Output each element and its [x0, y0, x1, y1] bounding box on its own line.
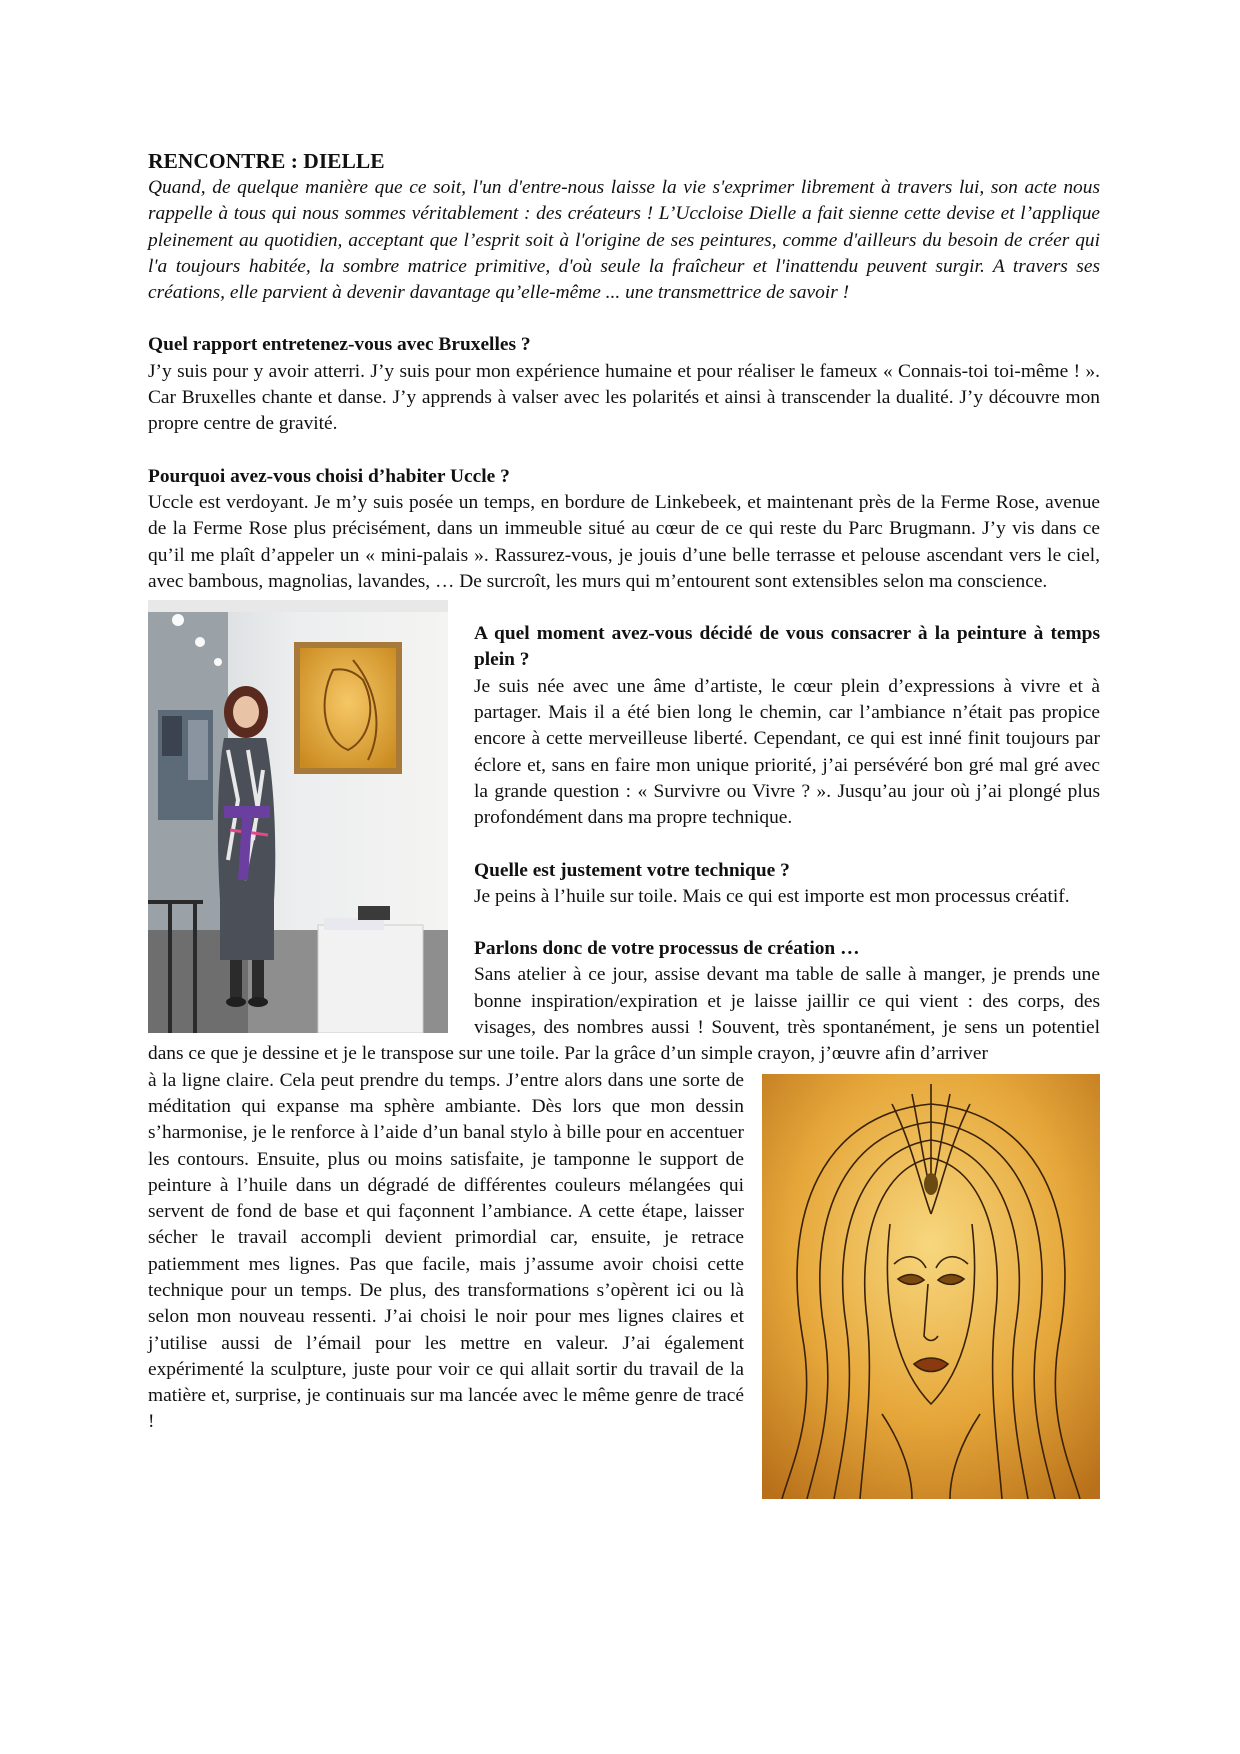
answer-processus-part1: Sans atelier à ce jour, assise devant ma table de salle à manger, je prends une bonne inspiration/expiration et je laisse jaillir ce qui vient : des corps, des visages, des nombres aussi ! Souvent, très spontanément, je sens un potentiel dans ce que je dessine et je le transpose sur une toile. Par la grâce d’un simple crayon, j’œuvre afin d’arriver: [148, 964, 1100, 1065]
answer-peinture: Je suis née avec une âme d’artiste, le cœur plein d’expressions à vivre et à partager. Mais il a été bien long le chemin, car l’ambiance n’était pas propice encore à cette merveilleuse liberté. Cependant, ce qui est inné finit toujours par éclore et, sans en faire mon unique priorité, j’ai persévéré bon gré mal gré avec la grande question : « Survivre ou Vivre ? ». Jusqu’au jour où j’ai plongé plus profondément dans ma propre technique.: [474, 675, 1100, 829]
article-title: RENCONTRE : DIELLE: [148, 149, 385, 173]
question-technique: Quelle est justement votre technique ?: [474, 859, 790, 881]
golden-face-painting: [762, 1074, 1100, 1499]
question-peinture: A quel moment avez-vous décidé de vous consacrer à la peinture à temps plein ?: [474, 623, 1100, 671]
article-intro: Quand, de quelque manière que ce soit, l'un d'entre-nous laisse la vie s'exprimer librement à travers lui, son acte nous rappelle à tous qui nous sommes véritablement : des créateurs ! L’Uccloise Dielle a fait sienne cette devise et l’applique pleinement au quotidien, acceptant que l’esprit soit à l'origine de ses peintures, comme d'ailleurs du besoin de créer qui l'a toujours habitée, la sombre matrice primitive, d'où seule la fraîcheur et l'inattendu peuvent surgir. A travers ses créations, elle parvient à devenir davantage qu’elle-même ... une transmettrice de savoir !: [148, 177, 1100, 304]
article: [148, 148, 1100, 1503]
answer-processus-part2: à la ligne claire. Cela peut prendre du temps. J’entre alors dans une sorte de méditation qui expanse ma sphère ambiante. Dès lors que mon dessin s’harmonise, je le renforce à l’aide d’un banal stylo à bille pour en accentuer les contours. Ensuite, plus ou moins satisfaite, je tamponne le support de peinture à l’huile dans un dégradé de différentes couleurs mélangées qui servent de fond de base et qui façonnent l’ambiance. A cette étape, laisser sécher le travail accompli devient primordial car, ensuite, je retrace patiemment mes lignes. Pas que facile, mais j’assume avoir choisi cette technique pour un temps. De plus, des transformations s’opèrent ici ou là selon mon nouveau ressenti. J’ai choisi le noir pour mes lignes claires et j’utilise aussi de l’émail pour les mettre en valeur. J’ai également expérimenté la sculpture, juste pour voir ce qui allait sortir du travail de la matière et, surprise, je continuais sur ma lancée avec le même genre de tracé !: [148, 1069, 744, 1433]
answer-bruxelles: J’y suis pour y avoir atterri. J’y suis pour mon expérience humaine et pour réaliser le fameux « Connais-toi toi-même ! ». Car Bruxelles chante et danse. J’y apprends à valser avec les polarités et ainsi à transcender la dualité. J’y découvre mon propre centre de gravité.: [148, 360, 1100, 435]
answer-technique: Je peins à l’huile sur toile. Mais ce qui est importe est mon processus créatif.: [474, 885, 1070, 907]
question-bruxelles: Quel rapport entretenez-vous avec Bruxelles ?: [148, 334, 531, 356]
question-processus: Parlons donc de votre processus de création …: [474, 938, 860, 960]
answer-uccle: Uccle est verdoyant. Je m’y suis posée un temps, en bordure de Linkebeek, et maintenant près de la Ferme Rose, avenue de la Ferme Rose plus précisément, dans un immeuble situé au cœur de ce qui reste du Parc Brugmann. J’y vis dans ce qu’il me plaît d’appeler un « mini-palais ». Rassurez-vous, je jouis d’une belle terrasse et pelouse ascendant vers le ciel, avec bambous, magnolias, lavandes, … De surcroît, les murs qui m’entourent sont extensibles selon ma conscience.: [148, 491, 1100, 592]
artist-gallery-photo: [148, 600, 448, 1033]
question-uccle: Pourquoi avez-vous choisi d’habiter Uccle ?: [148, 465, 510, 487]
